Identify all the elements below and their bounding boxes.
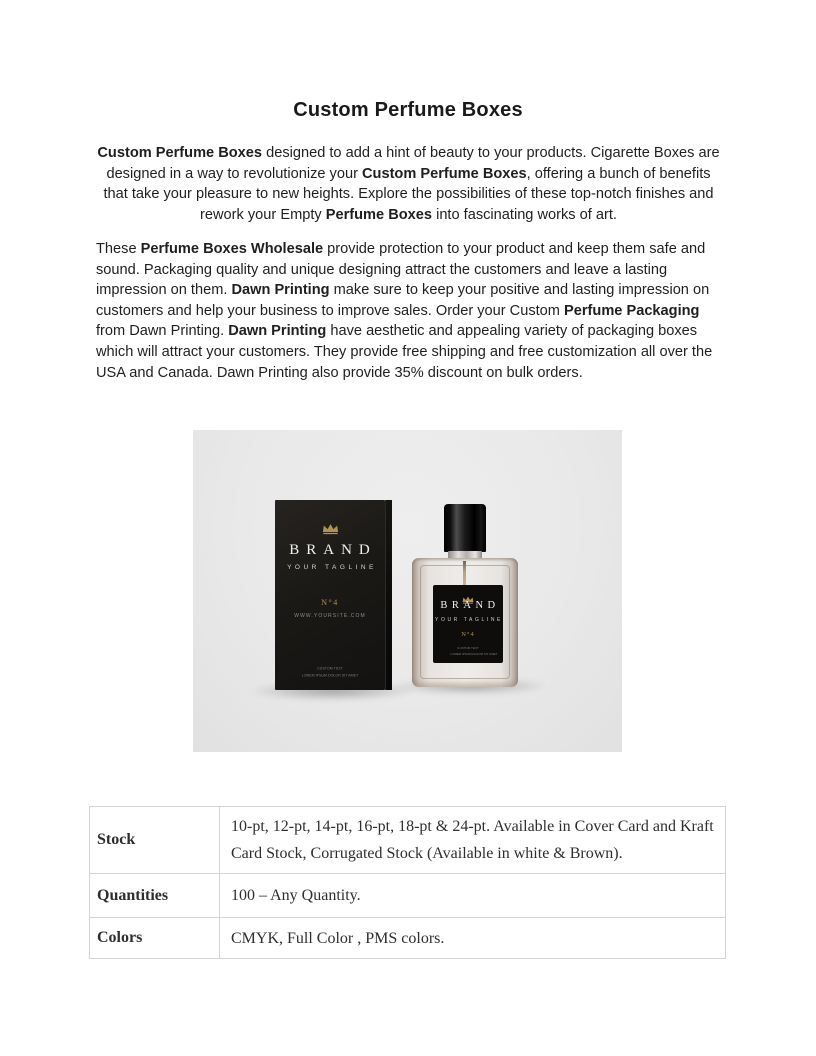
perfume-box-side: [385, 500, 392, 690]
table-row-label: Colors: [90, 918, 220, 959]
table-row-value: 100 – Any Quantity.: [220, 874, 726, 918]
table-row-label: Quantities: [90, 874, 220, 918]
label-fine-print-line2: LOREM IPSUM DOLOR SIT AMET: [450, 653, 498, 656]
body-paragraph: These Perfume Boxes Wholesale provide protection to your product and keep them safe and sound. Packaging quality and unique designing attract the customers and leave a lasting impression on them. Dawn Printing make sure to keep your positive and lasting impression on customers and help your business to improve sales. Order your Custom Perfume Packaging from Dawn Printing. Dawn Printing have aesthetic and appealing variety of packaging boxes which will attract your customers. They provide free shipping and free customization all over the USA and Canada. Dawn Printing also provide 35% discount on bulk orders.: [96, 241, 713, 381]
box-fine-print-line1: CUSTOM TEXT: [317, 667, 343, 671]
spec-table: [89, 806, 726, 959]
box-number-text: N°4: [321, 598, 339, 607]
box-tagline-text: YOUR TAGLINE: [287, 564, 377, 571]
label-number-text: N°4: [461, 631, 475, 638]
perfume-bottle: [412, 558, 518, 687]
box-website-text: WWW.YOURSITE.COM: [294, 613, 366, 619]
sprayer-tube: [463, 561, 466, 588]
crown-icon: [275, 522, 385, 540]
label-tagline-text: YOUR TAGLINE: [435, 617, 503, 623]
label-brand-text: BRAND: [440, 600, 500, 611]
table-row: [90, 874, 726, 918]
intro-paragraph: Custom Perfume Boxes designed to add a hint of beauty to your products. Cigarette Boxes are designed in a way to revolutionize your Custom Perfume Boxes, offering a bunch of benefits that take your pleasure to new heights. Explore the possibilities of these top-notch finishes and rework your Empty Perfume Boxes into fascinating works of art.: [97, 145, 720, 223]
table-row: [90, 807, 726, 874]
box-brand-text: BRAND: [289, 542, 377, 558]
page-title: Custom Perfume Boxes: [293, 99, 523, 121]
product-photo: [193, 430, 622, 752]
bottle-cap: [444, 504, 486, 552]
table-row-value: 10-pt, 12-pt, 14-pt, 16-pt, 18-pt & 24-pt. Available in Cover Card and Kraft Card Stock, Corrugated Stock (Available in white & Brown).: [220, 807, 726, 874]
box-fine-print-line2: LOREM IPSUM DOLOR SIT AMET: [301, 674, 359, 678]
table-row-value: CMYK, Full Color , PMS colors.: [220, 918, 726, 959]
perfume-box: [275, 500, 385, 690]
label-fine-print-line1: CUSTOM TEXT: [457, 647, 479, 650]
table-row-label: Stock: [90, 807, 220, 874]
table-row: [90, 918, 726, 959]
bottle-label: [433, 585, 503, 663]
